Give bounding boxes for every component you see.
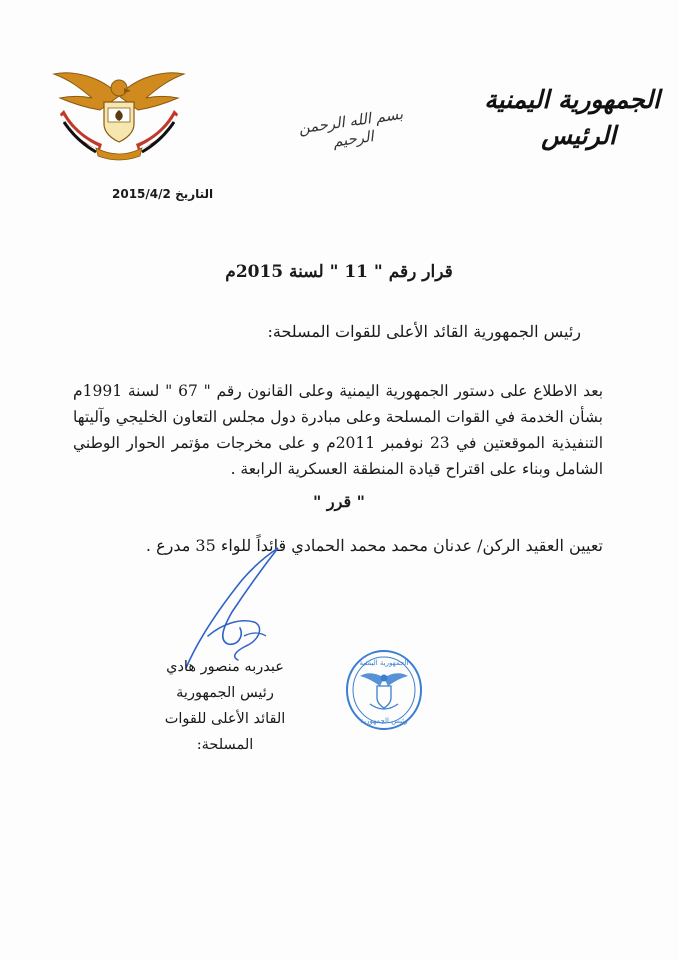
addressee-line: رئيس الجمهورية القائد الأعلى للقوات المسلحة: — [267, 322, 581, 341]
body-paragraph: بعد الاطلاع على دستور الجمهورية اليمنية وعلى القانون رقم " 67 " لسنة 1991م بشأن الخدمة في القوات المسلحة وعلى مبادرة دول مجلس التعاون الخليجي وآليتها التنفيذية الموقعتين في 23 نوفمبر 2011م و على مخرجات مؤتمر الحوار الوطني الشامل وبناء على اقتراح قيادة المنطقة العسكرية الرابعة . — [73, 382, 604, 478]
appointment-line: تعيين العقيد الركن/ عدنان محمد محمد الحمادي قائداً للواء 35 مدرع . — [145, 536, 603, 555]
signer-title-commander: القائد الأعلى للقوات المسلحة: — [164, 711, 286, 753]
date-line — [112, 187, 232, 201]
decision-title: قرار رقم " 11 " لسنة 2015م — [225, 262, 453, 282]
decree-heading: " قرر " — [312, 492, 365, 511]
date-label: التاريخ — [175, 187, 214, 201]
official-seal-icon — [344, 648, 424, 732]
signer-name: عبدربه منصور هادي — [166, 659, 284, 675]
basmala: بسم الله الرحمن الرحيم — [297, 104, 405, 151]
signer-title-president: رئيس الجمهورية — [176, 685, 274, 701]
letterhead-office: الرئيس — [541, 121, 616, 150]
seal-top-text: الجمهورية اليمنية — [359, 659, 409, 667]
letterhead-country: الجمهورية اليمنية — [484, 85, 660, 114]
signer-block — [140, 654, 310, 758]
letterhead-title — [460, 82, 660, 154]
date-value: 2015/4/2 — [112, 187, 171, 201]
yemen-emblem-icon — [52, 66, 186, 162]
seal-bottom-text: رئيس الجمهورية — [360, 717, 408, 725]
